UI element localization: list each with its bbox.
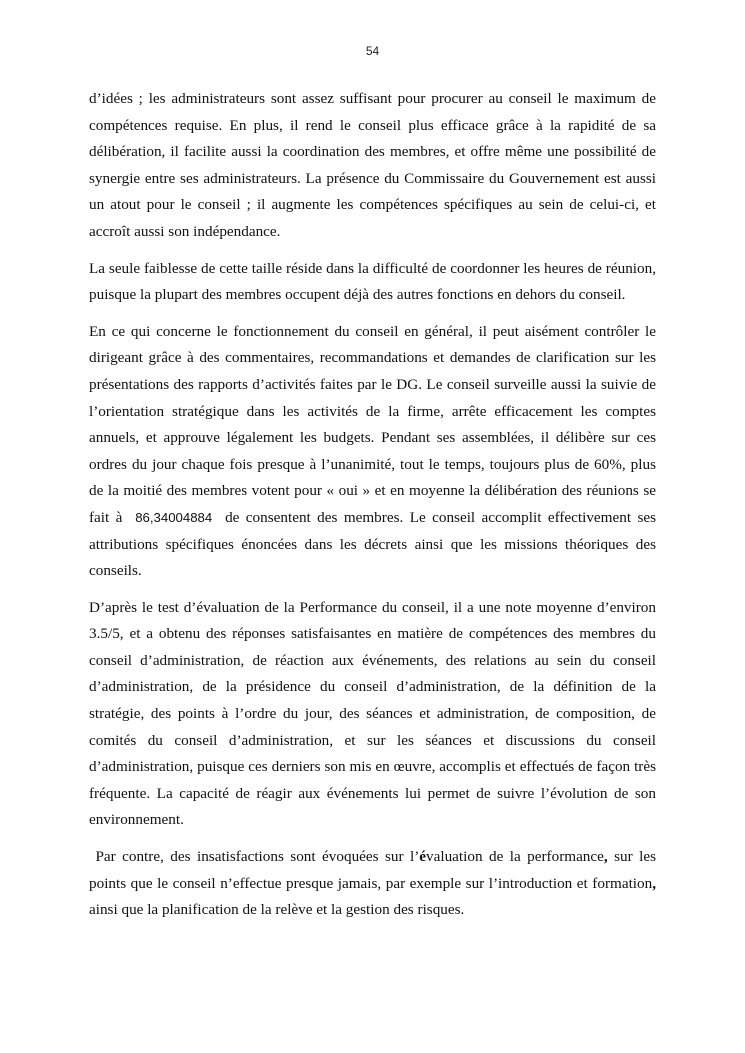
paragraph-performance-evaluation: D’après le test d’évaluation de la Performance du conseil, il a une note moyenne d’environ 3.5/5, et a obtenu des réponses satisfaisantes en matière de compétences des membres du conseil d’administration, de réaction aux événements, des relations au sein du conseil d’administration, de la présidence du conseil d’administration, de la définition de la stratégie, des points à l’ordre du jour, des séances et administration, de composition, de comités du conseil d’administration, et sur les séances et discussions du conseil d’administration, puisque ces derniers son mis en œuvre, accomplis et effectués de façon très fréquente. La capacité de réagir aux événements lui permet de suivre l’évolution de son environnement.	[89, 598, 656, 829]
dissatisfaction-bold-1: é	[419, 848, 427, 866]
paragraph-board-functioning	[89, 319, 656, 585]
paragraph-dissatisfactions	[89, 844, 660, 924]
page-number: 54	[365, 44, 380, 58]
dissatisfaction-bold-2: ,	[603, 848, 608, 866]
paragraph-board-size-weakness: La seule faiblesse de cette taille réside dans la difficulté de coordonner les heures de réunion, puisque la plupart des membres occupent déjà des autres fonctions en dehors du conseil.	[89, 259, 656, 304]
paragraph-board-size-strengths: d’idées ; les administrateurs sont assez suffisant pour procurer au conseil le maximum de compétences requise. En plus, il rend le conseil plus efficace grâce à la rapidité de sa délibération, il facilite aussi la coordination des membres, et offre même une possibilité de synergie entre ses administrateurs. La présence du Commissaire du Gouvernement est aussi un atout pour le conseil ; il augmente les compétences spécifiques au sein de celui-ci, et accroît aussi son indépendance.	[89, 90, 656, 240]
paragraph-text-before-number: En ce qui concerne le fonctionnement du conseil en général, il peut aisément contrôler le dirigeant grâce à des commentaires, recommandations et demandes de clarification sur les présentations des rapports d’activités faites par le DG. Le conseil surveille aussi la suivie de l’orientation stratégique dans les activités de la firme, arrête efficacement les comptes annuels, et approuve légalement les budgets. Pendant ses assemblées, il délibère sur ces ordres du jour chaque fois presque à l’unanimité, tout le temps, toujours plus de 60%, plus de la moitié des membres votent pour « oui » et en moyenne la délibération des réunions se fait à	[89, 322, 656, 526]
consent-percentage-value: 86,34004884	[135, 509, 213, 525]
dissatisfaction-text-part-1: Par contre, des insatisfactions sont évoquées sur l’	[89, 848, 420, 866]
document-body	[89, 86, 660, 934]
dissatisfaction-bold-3: ,	[652, 874, 656, 892]
dissatisfaction-text-part-2: valuation de la performance	[426, 848, 604, 866]
paragraph-text-after-number: de consentent des membres. Le conseil accomplit effectivement ses attributions spécifiques énoncées dans les décrets ainsi que les missions théoriques des conseils.	[89, 508, 657, 580]
dissatisfaction-text-part-4: ainsi que la planification de la relève et la gestion des risques.	[89, 874, 660, 919]
dissatisfaction-text-part-3: sur les points que le conseil n’effectue presque jamais, par exemple sur l’introduction et formation	[89, 848, 660, 892]
